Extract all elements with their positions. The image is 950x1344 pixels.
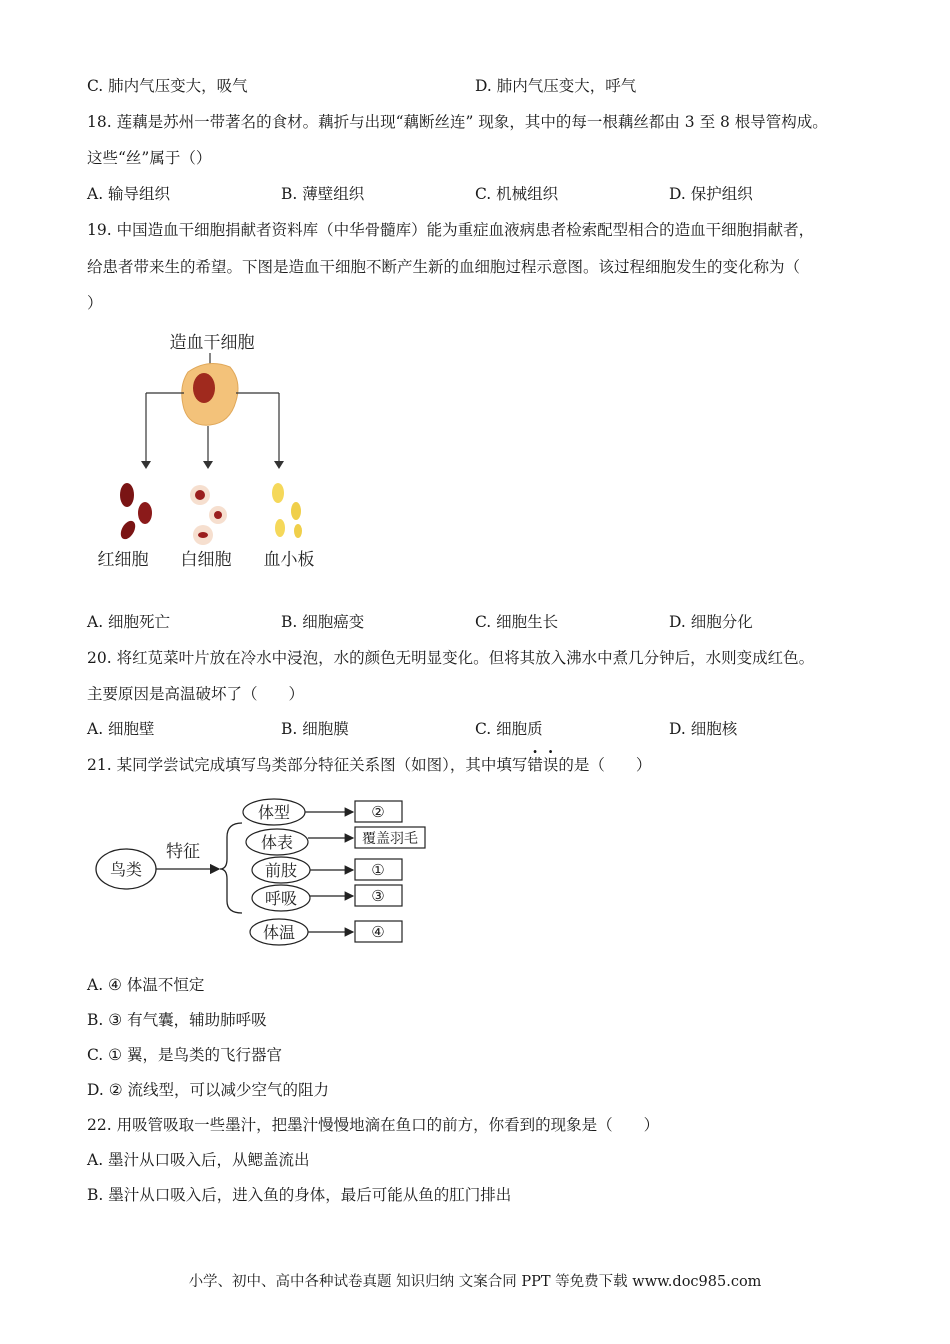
q19-option-c: C. 细胞生长 xyxy=(475,613,559,631)
q18-option-c: C. 机械组织 xyxy=(475,185,559,203)
q19-stem-line3: ） xyxy=(87,294,103,312)
q22-stem: 22. 用吸管吸取一些墨汁，把墨汁慢慢地滴在鱼口的前方，你看到的现象是（ ） xyxy=(87,1116,660,1134)
value-body-surface: 覆盖羽毛 xyxy=(362,831,418,847)
q17-option-c: C. 肺内气压变大，吸气 xyxy=(87,77,248,95)
white-blood-cell-label: 白细胞 xyxy=(180,550,232,570)
q19-option-b: B. 细胞癌变 xyxy=(281,613,365,631)
emphasis-char-1: 错 xyxy=(527,756,543,774)
q21-option-b: B. ③ 有气囊，辅助肺呼吸 xyxy=(87,1011,267,1029)
feature-forelimb: 前肢 xyxy=(264,861,298,880)
q21-option-a: A. ④ 体温不恒定 xyxy=(87,976,205,994)
q18-stem-line2: 这些“丝”属于（） xyxy=(87,149,212,167)
value-respiration: ③ xyxy=(371,887,385,905)
platelet-image xyxy=(272,483,302,538)
q20-option-a: A. 细胞壁 xyxy=(87,720,155,738)
platelet-label: 血小板 xyxy=(263,550,315,570)
q19-option-a: A. 细胞死亡 xyxy=(87,613,171,631)
blood-cell-differentiation-diagram xyxy=(90,325,330,575)
branch-label: 特征 xyxy=(166,842,200,862)
q17-option-d: D. 肺内气压变大，呼气 xyxy=(475,77,637,95)
q20-option-d: D. 细胞核 xyxy=(669,720,738,738)
stem-cell-image xyxy=(182,363,238,425)
stem-cell-label: 造血干细胞 xyxy=(169,333,255,353)
value-body-temp: ④ xyxy=(371,923,385,941)
q21-option-d: D. ② 流线型，可以减少空气的阻力 xyxy=(87,1081,330,1099)
feature-body-temp: 体温 xyxy=(262,923,296,942)
feature-respiration: 呼吸 xyxy=(264,889,298,908)
white-blood-cell-image xyxy=(190,485,227,545)
q18-option-b: B. 薄壁组织 xyxy=(281,185,365,203)
red-blood-cell-image xyxy=(118,483,152,542)
root-label: 鸟类 xyxy=(109,860,143,879)
q22-option-a: A. 墨汁从口吸入后，从鳃盖流出 xyxy=(87,1151,310,1169)
q21-option-c: C. ① 翼，是鸟类的飞行器官 xyxy=(87,1046,282,1064)
q19-stem-line1: 19. 中国造血干细胞捐献者资料库（中华骨髓库）能为重症血液病患者检索配型相合的造血干细胞捐献者， xyxy=(87,221,815,239)
q20-stem-line2: 主要原因是高温破坏了（ ） xyxy=(87,685,305,703)
value-forelimb: ① xyxy=(371,861,385,879)
red-blood-cell-label: 红细胞 xyxy=(97,550,149,570)
q20-option-c: C. 细胞质 xyxy=(475,720,543,738)
bird-features-diagram xyxy=(95,793,435,953)
q18-stem-line1: 18. 莲藕是苏州一带著名的食材。藕折与出现“藕断丝连” 现象，其中的每一根藕丝都由 3 至 8 根导管构成。 xyxy=(87,113,828,131)
page-footer: 小学、初中、高中各种试卷真题 知识归纳 文案合同 PPT 等免费下载 www.doc985.com xyxy=(188,1274,762,1290)
q20-stem-line1: 20. 将红苋菜叶片放在冷水中浸泡，水的颜色无明显变化。但将其放入沸水中煮几分钟后，水则变成红色。 xyxy=(87,649,815,667)
q18-option-a: A. 输导组织 xyxy=(87,185,171,203)
q20-option-b: B. 细胞膜 xyxy=(281,720,349,738)
q19-stem-line2: 给患者带来生的希望。下图是造血干细胞不断产生新的血细胞过程示意图。该过程细胞发生的变化称为（ xyxy=(87,258,801,276)
q19-option-d: D. 细胞分化 xyxy=(669,613,753,631)
value-body-shape: ② xyxy=(371,803,385,821)
q21-stem: 21. 某同学尝试完成填写鸟类部分特征关系图（如图），其中填写错误的是（ ） xyxy=(87,756,652,774)
feature-body-shape: 体型 xyxy=(257,803,291,822)
emphasis-char-2: 误 xyxy=(542,756,559,774)
feature-body-surface: 体表 xyxy=(260,833,294,852)
q18-option-d: D. 保护组织 xyxy=(669,185,753,203)
q22-option-b: B. 墨汁从口吸入后，进入鱼的身体，最后可能从鱼的肛门排出 xyxy=(87,1186,512,1204)
